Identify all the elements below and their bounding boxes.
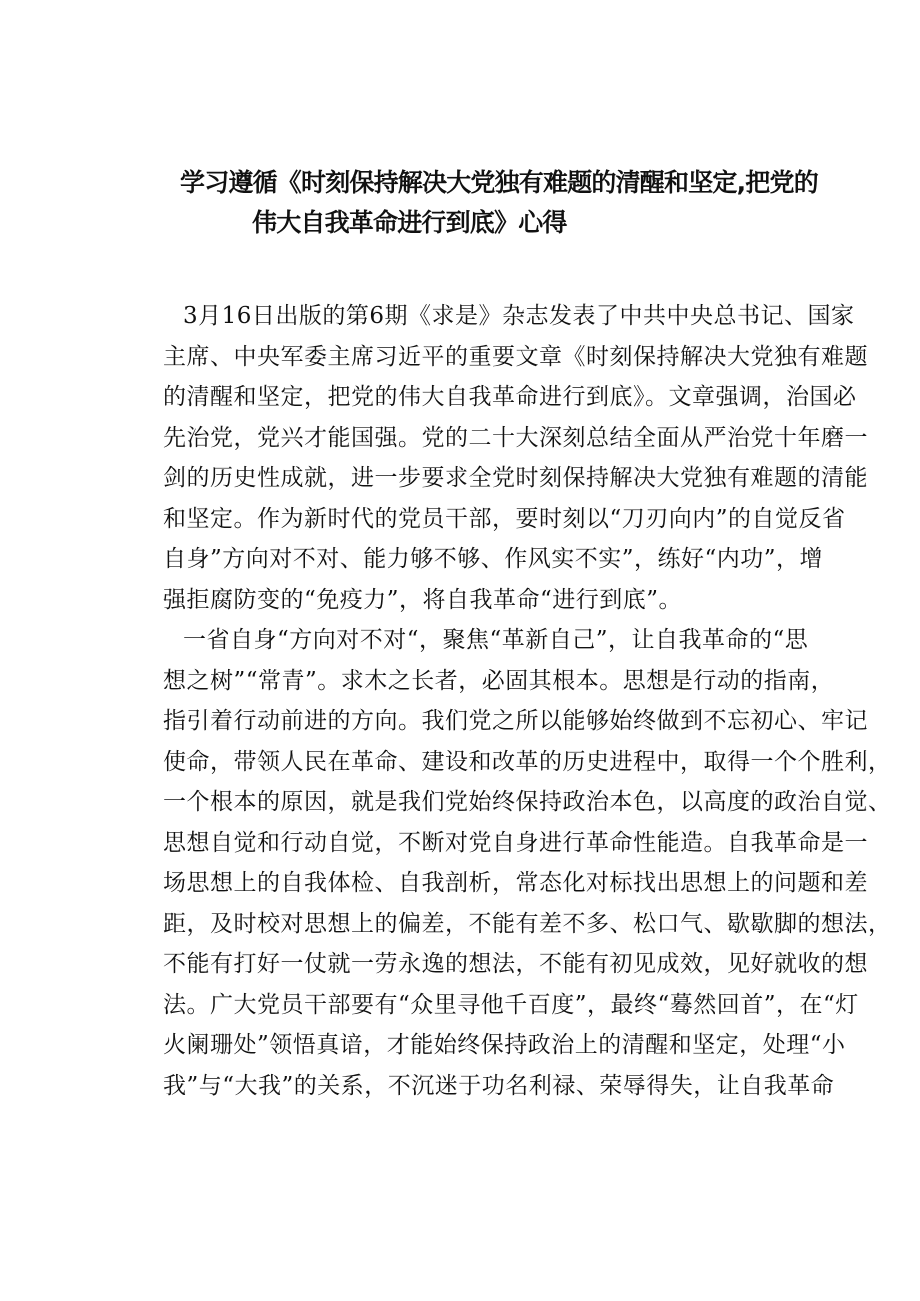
text-line: 一省自身“方向对不对“，聚焦“革新自己”，让自我革命的“思 [183, 627, 809, 653]
text-line: 3月16日出版的第6期《求是》杂志发表了中共中央总书记、国家 [183, 303, 855, 329]
title-line-1: 学习遵循《时刻保持解决大党独有难题的清醒和坚定,把党的 [180, 168, 818, 197]
text-line: 自身”方向对不对、能力够不够、作风实不实”，练好“内功”，增 [163, 546, 824, 572]
document-title [100, 163, 820, 243]
text-line: 的清醒和坚定，把党的伟大自我革命进行到底》。文章强调，治国必 [163, 384, 857, 410]
text-line: 先治党，党兴才能国强。党的二十大深刻总结全面从严治党十年磨一 [163, 424, 868, 451]
text-line: 场思想上的自我体检、自我剖析，常态化对标找出思想上的问题和差 [163, 870, 868, 896]
text-line: 一个根本的原因，就是我们党始终保持政治本色，以高度的政治自觉、 [163, 789, 892, 815]
text-line: 思想自觉和行动自觉，不断对党自身进行革命性能造。自我革命是一 [163, 829, 868, 856]
text-line: 我”与“大我”的关系，不沉迷于功名利禄、荣辱得失，让自我革命 [163, 1072, 835, 1099]
text-line: 剑的历史性成就，进一步要求全党时刻保持解决大党独有难题的清能 [163, 465, 868, 491]
text-line: 法。广大党员干部要有“众里寻他千百度”，最终“蓦然回首”，在“灯 [163, 991, 859, 1018]
paragraph-2 [163, 620, 892, 1106]
text-line: 指引着行动前进的方向。我们党之所以能够始终做到不忘初心、牢记 [163, 708, 868, 734]
text-line: 不能有打好一仗就一劳永逸的想法，不能有初见成效，见好就收的想 [163, 951, 868, 977]
paragraph-1 [163, 296, 868, 620]
text-line: 距，及时校对思想上的偏差，不能有差不多、松口气、歇歇脚的想法， [163, 910, 892, 937]
text-line: 主席、中央军委主席习近平的重要文章《时刻保持解决大党独有难题 [163, 343, 868, 370]
text-line: 火阑珊处”领悟真谙，才能始终保持政治上的清醒和坚定，处理“小 [163, 1032, 846, 1058]
document-body [163, 296, 892, 1106]
text-line: 使命，带领人民在革命、建设和改革的历史进程中，取得一个个胜利， [163, 748, 892, 775]
text-line: 强拒腐防变的“免疫力”，将自我革命“进行到底”。 [163, 586, 683, 613]
title-line-2: 伟大自我革命进行到底》心得 [252, 208, 567, 237]
text-line: 想之树”“常青”。求木之长者，必固其根本。思想是行动的指南， [163, 667, 835, 694]
text-line: 和坚定。作为新时代的党员干部，要时刻以“刀刃向内”的自觉反省 [163, 505, 846, 532]
